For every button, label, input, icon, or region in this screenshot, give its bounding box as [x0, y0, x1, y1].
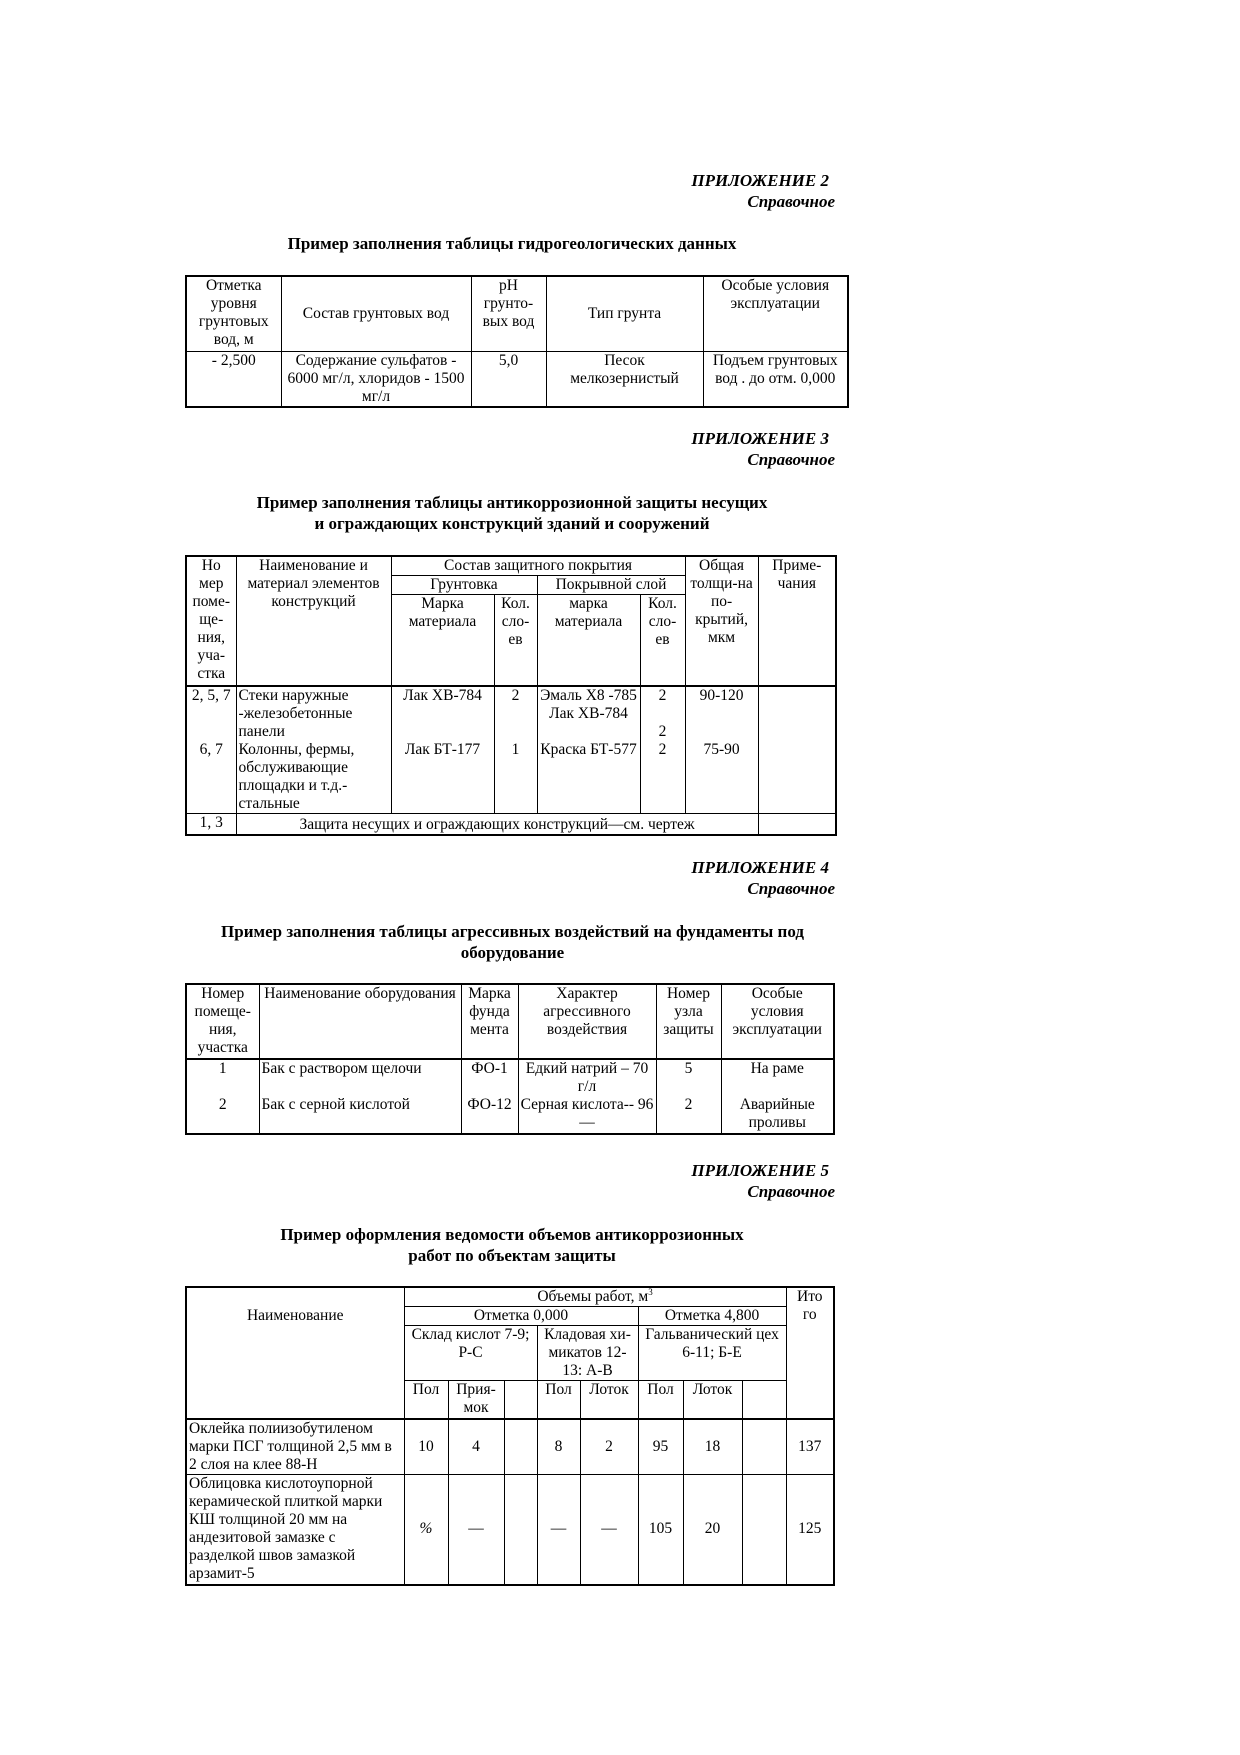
col-header-chem-store: Кладовая хи-микатов 12-13: А-В: [537, 1326, 638, 1381]
col-header-coating: Состав защитного покрытия: [391, 556, 685, 576]
cell-notes: [758, 741, 836, 814]
cell-primer-mark: Лак ХВ-784: [391, 686, 494, 741]
cell-ph: 5,0: [471, 351, 546, 407]
col-header-floor-2: Пол: [537, 1381, 580, 1419]
table-row: [186, 741, 836, 814]
cell-value: —: [448, 1475, 504, 1585]
table-5-title-line-1: Пример оформления ведомости объемов антикоррозионных: [280, 1225, 744, 1244]
col-header-element-name: Наименование и материал элементов конструкций: [236, 556, 391, 686]
cell-composition: Содержание сульфатов - 6000 мг/л, хлоридов - 1500 мг/л: [281, 351, 471, 407]
cell-total: 125: [786, 1475, 834, 1585]
cell-impact: Серная кислота-- 96 —: [518, 1096, 656, 1134]
col-header-impact: Характер агрессивного воздействия: [518, 984, 656, 1059]
col-header-cover-layers: Кол. сло-ев: [640, 595, 685, 686]
col-header-floor-1: Пол: [404, 1381, 448, 1419]
col-header-soil-type: Тип грунта: [546, 276, 703, 351]
col-header-volumes: [404, 1287, 786, 1307]
cell-foundation-mark: ФО-1: [461, 1059, 518, 1096]
anticorrosion-table: [185, 555, 837, 836]
cell-protection-note: Защита несущих и ограждающих конструкций—см. чертеж: [236, 813, 758, 835]
col-header-tray-1: Лоток: [580, 1381, 638, 1419]
cell-cover-mark-2: Лак ХВ-784: [549, 704, 628, 722]
cell-primer-layers: 1: [494, 741, 537, 814]
table-5-title-line-2: работ по объектам защиты: [408, 1246, 616, 1265]
col-header-galvanic: Гальванический цех 6-11; Б-Е: [638, 1326, 786, 1381]
table-4-title-line-1: Пример заполнения таблицы агрессивных воздействий на фундаменты под: [221, 922, 804, 941]
table-row: [186, 686, 836, 741]
table-row: [186, 1059, 834, 1096]
cell-value: 95: [638, 1419, 683, 1475]
col-header-name: [186, 1287, 404, 1419]
col-header-primer: Грунтовка: [391, 576, 537, 595]
work-volumes-table: [185, 1286, 835, 1586]
cell-value: —: [537, 1475, 580, 1585]
cell-value: —: [580, 1475, 638, 1585]
cell-element-name: Стеки наружные -железобетонные панели: [236, 686, 391, 741]
cell-node: 5: [656, 1059, 721, 1096]
cell-room-number: 1, 3: [186, 813, 236, 835]
cell-room-number: 6, 7: [186, 741, 236, 814]
col-header-room: Номер помеще-ния, участка: [186, 984, 259, 1059]
col-header-empty-1: [504, 1381, 537, 1419]
cell-value: 10: [404, 1419, 448, 1475]
col-header-cover-mark: марка материала: [537, 595, 640, 686]
cell-value: 18: [683, 1419, 742, 1475]
table-4-title-line-2: оборудование: [460, 943, 565, 962]
cell-cover-layers: 2: [640, 741, 685, 814]
appendix-2-title: ПРИЛОЖЕНИЕ 2: [691, 171, 829, 190]
appendix-5-subtitle: Справочное: [747, 1182, 835, 1201]
cell-total: 137: [786, 1419, 834, 1475]
col-header-conditions: Особые условия эксплуатации: [721, 984, 834, 1059]
col-header-volumes-unit: 3: [648, 1287, 653, 1297]
col-header-cover-layer: Покрывной слой: [537, 576, 685, 595]
cell-value: 105: [638, 1475, 683, 1585]
aggressive-impact-table: [185, 983, 835, 1135]
col-header-node: Номер узла защиты: [656, 984, 721, 1059]
cell-primer-mark: Лак БТ-177: [391, 741, 494, 814]
appendix-4-title: ПРИЛОЖЕНИЕ 4: [691, 858, 829, 877]
cell-total-thickness: 90-120: [685, 686, 758, 741]
appendix-4-subtitle: Справочное: [747, 879, 835, 898]
appendix-3-title: ПРИЛОЖЕНИЕ 3: [691, 429, 829, 448]
cell-value: [504, 1419, 537, 1475]
col-header-ph: pH грунто-вых вод: [471, 276, 546, 351]
table-3-title-line-1: Пример заполнения таблицы антикоррозионной защиты несущих: [256, 493, 768, 512]
appendix-4-header: [691, 857, 835, 899]
table-row: [186, 1419, 834, 1475]
table-row: [186, 1475, 834, 1585]
col-header-tray-2: Лоток: [683, 1381, 742, 1419]
cell-soil-type: Песок мелкозернистый: [546, 351, 703, 407]
col-header-primer-mark: Марка материала: [391, 595, 494, 686]
table-row: [186, 813, 836, 835]
table-2-title-text: Пример заполнения таблицы гидрогеологических данных: [287, 234, 737, 253]
table-4-title: [180, 921, 845, 963]
cell-notes: [758, 686, 836, 741]
cell-equipment: Бак с раствором щелочи: [259, 1059, 461, 1096]
cell-primer-layers: 2: [494, 686, 537, 741]
table-row: [186, 1096, 834, 1134]
col-header-floor-3: Пол: [638, 1381, 683, 1419]
col-header-foundation-mark: Марка фунда мента: [461, 984, 518, 1059]
appendix-5-title: ПРИЛОЖЕНИЕ 5: [691, 1161, 829, 1180]
col-header-room-number: Но мер поме-ще-ния, уча-стка: [186, 556, 236, 686]
cell-cover-layers-1: 2: [658, 686, 667, 704]
cell-value: 2: [580, 1419, 638, 1475]
cell-foundation-mark: ФО-12: [461, 1096, 518, 1134]
cell-cover-layers-2: 2: [658, 722, 667, 740]
cell-cover-mark: [537, 686, 640, 741]
col-header-volumes-text: Объемы работ, м: [537, 1288, 649, 1305]
table-3-title: [187, 492, 837, 534]
col-header-composition: Состав грунтовых вод: [281, 276, 471, 351]
cell-name: Облицовка кислотоупорной керамической плиткой марки КШ толщиной 20 мм на андезитовой замазке с разделкой швов замазкой арзамит-5: [186, 1475, 404, 1585]
appendix-2-subtitle: Справочное: [747, 192, 835, 211]
col-header-total-thickness: Общая толщи-на по-крытий, мкм: [685, 556, 758, 686]
col-header-notes: Приме-чания: [758, 556, 836, 686]
col-header-level: Отметка уровня грунтовых вод, м: [186, 276, 281, 351]
col-header-equipment: Наименование оборудования: [259, 984, 461, 1059]
cell-value: [504, 1475, 537, 1585]
col-header-total: Ито го: [786, 1287, 834, 1419]
cell-room: 2: [186, 1096, 259, 1134]
table-3-title-line-2: и ограждающих конструкций зданий и сооружений: [314, 514, 710, 533]
cell-value: 8: [537, 1419, 580, 1475]
cell-value: [742, 1419, 786, 1475]
appendix-3-header: [691, 428, 835, 470]
col-header-mark-0000: Отметка 0,000: [404, 1307, 638, 1326]
hydrogeology-table: [185, 275, 849, 408]
cell-conditions: На раме: [721, 1059, 834, 1096]
cell-value: %: [404, 1475, 448, 1585]
table-5-title: [187, 1224, 837, 1266]
col-header-pit: Прия-мок: [448, 1381, 504, 1419]
cell-element-name: Колонны, фермы, обслуживающие площадки и т.д.- стальные: [236, 741, 391, 814]
cell-conditions: Аварийные проливы: [721, 1096, 834, 1134]
cell-notes: [758, 813, 836, 835]
appendix-3-subtitle: Справочное: [747, 450, 835, 469]
col-header-empty-2: [742, 1381, 786, 1419]
cell-value: [742, 1475, 786, 1585]
cell-room-number: 2, 5, 7: [186, 686, 236, 741]
col-header-acid-store: Склад кислот 7-9; Р-С: [404, 1326, 537, 1381]
cell-room: 1: [186, 1059, 259, 1096]
col-header-conditions: Особые условия эксплуатации: [703, 276, 848, 351]
appendix-2-header: [691, 170, 835, 212]
cell-name: Оклейка полиизобутиленом марки ПСГ толщиной 2,5 мм в 2 слоя на клее 88-Н: [186, 1419, 404, 1475]
col-header-primer-layers: Кол. сло-ев: [494, 595, 537, 686]
col-header-mark-4800: Отметка 4,800: [638, 1307, 786, 1326]
table-2-title: [187, 233, 837, 254]
cell-total-thickness: 75-90: [685, 741, 758, 814]
cell-cover-mark: Краска БТ-577: [537, 741, 640, 814]
cell-impact: Едкий натрий – 70 г/л: [518, 1059, 656, 1096]
cell-node: 2: [656, 1096, 721, 1134]
cell-cover-layers: [640, 686, 685, 741]
cell-equipment: Бак с серной кислотой: [259, 1096, 461, 1134]
cell-cover-mark-1: Эмаль Х8 -785: [540, 686, 637, 704]
appendix-5-header: [691, 1160, 835, 1202]
col-header-name-text: Наименование: [246, 1307, 344, 1324]
cell-value: 4: [448, 1419, 504, 1475]
cell-level: - 2,500: [186, 351, 281, 407]
cell-value: 20: [683, 1475, 742, 1585]
cell-conditions: Подъем грунтовых вод . до отм. 0,000: [703, 351, 848, 407]
